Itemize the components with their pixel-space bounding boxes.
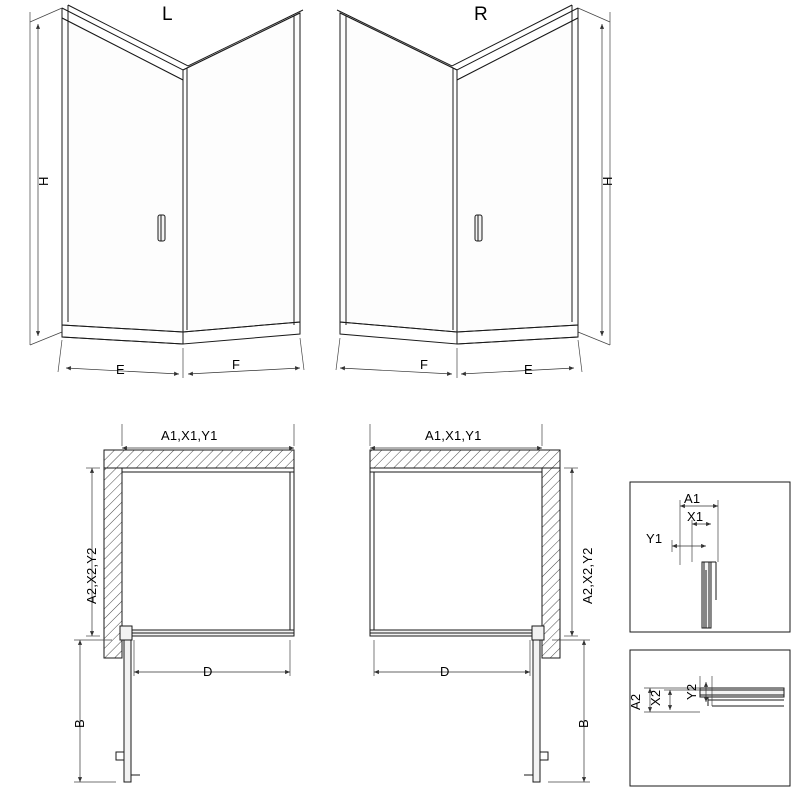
detail-view-bottom bbox=[630, 650, 790, 786]
detail-top-label-x1: X1 bbox=[687, 509, 704, 524]
iso-right-height-label: H bbox=[600, 176, 615, 186]
plan-left-inner-dim-label: D bbox=[203, 664, 213, 679]
plan-view-left bbox=[74, 424, 294, 782]
iso-left-title: L bbox=[162, 4, 173, 25]
detail-top-label-a1: A1 bbox=[684, 491, 701, 506]
plan-right-swing-dim-label: B bbox=[576, 719, 591, 728]
plan-view-right bbox=[370, 424, 590, 782]
iso-right-title: R bbox=[474, 4, 488, 25]
plan-right-top-dim-label: A1,X1,Y1 bbox=[425, 428, 482, 443]
plan-right-inner-dim-label: D bbox=[440, 664, 450, 679]
detail-top-label-y1: Y1 bbox=[646, 531, 663, 546]
iso-view-right bbox=[336, 5, 610, 378]
plan-right-side-dim-label: A2,X2,Y2 bbox=[580, 547, 595, 604]
iso-right-front-left-label: F bbox=[420, 357, 429, 372]
detail-view-top bbox=[630, 482, 790, 632]
iso-view-left bbox=[30, 5, 304, 378]
iso-left-front-right-label: F bbox=[232, 357, 241, 372]
detail-bottom-label-x2: X2 bbox=[648, 689, 663, 706]
plan-left-swing-dim-label: B bbox=[72, 719, 87, 728]
iso-left-front-left-label: E bbox=[116, 362, 125, 377]
plan-left-top-dim-label: A1,X1,Y1 bbox=[161, 428, 218, 443]
plan-left-side-dim-label: A2,X2,Y2 bbox=[84, 547, 99, 604]
detail-bottom-label-y2: Y2 bbox=[684, 683, 699, 700]
iso-right-front-right-label: E bbox=[524, 362, 533, 377]
detail-bottom-label-a2: A2 bbox=[628, 693, 643, 710]
iso-left-height-label: H bbox=[36, 176, 51, 186]
